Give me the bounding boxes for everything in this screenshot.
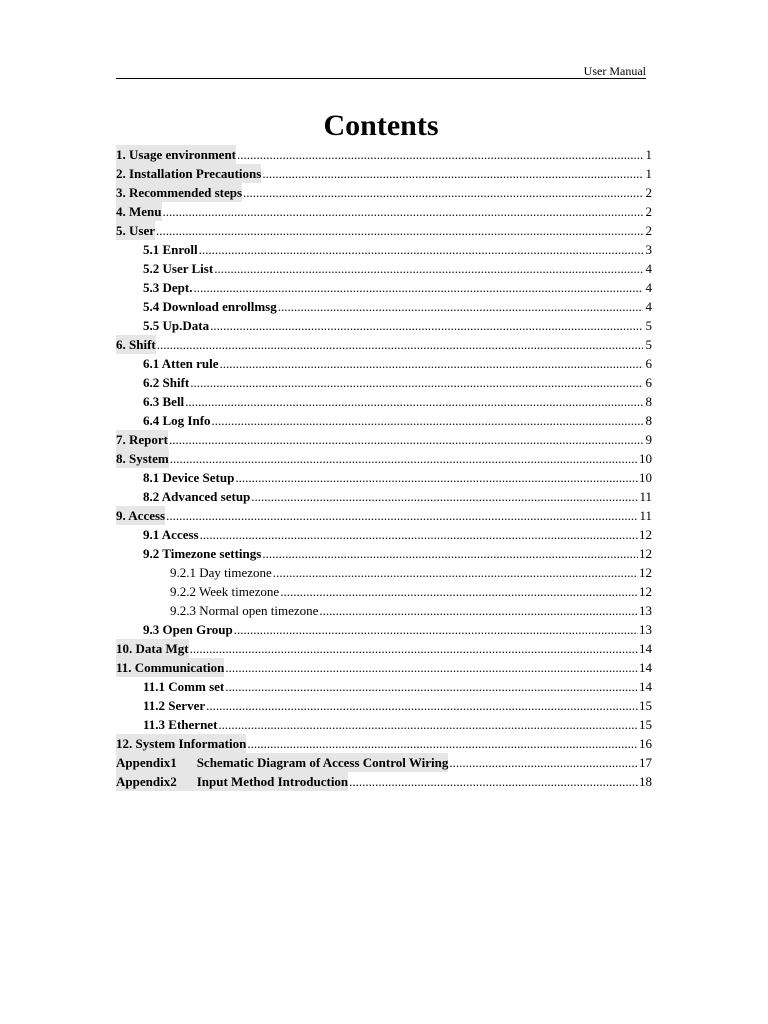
dot-leader [193,278,643,297]
dot-leader [190,639,638,658]
toc-entry-label [143,259,213,278]
dot-leader [190,373,643,392]
toc-entry-label [116,335,156,354]
dot-leader [225,677,638,696]
dot-leader [210,316,643,335]
toc-entry-number: 3. [116,185,126,200]
toc-entry-number: 8.2 [143,489,160,504]
toc-entry-title: System [129,451,169,466]
toc-entry-page: 12 [639,546,652,561]
toc-entry-number: 6.1 [143,356,160,371]
dot-leader [219,354,643,373]
toc-entry-label [116,506,165,525]
dot-leader [185,392,643,411]
dot-leader [163,202,644,221]
toc-entry[interactable] [116,506,652,525]
toc-entry-page: 9 [645,432,652,447]
toc-entry[interactable] [116,392,652,411]
toc-entry[interactable] [116,525,652,544]
toc-entry-page: 4 [645,280,652,295]
header-label: User Manual [583,64,646,78]
toc-entry-page: 13 [639,603,652,618]
toc-entry-title: Day timezone [199,565,272,580]
toc-entry[interactable] [116,354,652,373]
toc-entry[interactable] [116,373,652,392]
toc-entry-page: 13 [639,622,652,637]
toc-entry-page: 5 [645,337,652,352]
toc-entry-label [143,487,250,506]
toc-entry-page: 12 [639,527,652,542]
toc-entry-number: 4. [116,204,126,219]
toc-entry-label [143,525,199,544]
toc-entry-page: 12 [639,565,652,580]
toc-entry-page: 15 [639,698,652,713]
toc-entry-page: 17 [639,755,652,770]
page-title: Contents [323,109,439,142]
toc-entry-title: Usage environment [129,147,237,162]
toc-entry-page: 2 [645,204,652,219]
toc-entry-label [116,772,348,791]
toc-entry-label [116,164,261,183]
toc-entry-title: Advanced setup [161,489,251,504]
toc-entry-title: Access [161,527,199,542]
toc-entry-label [143,354,218,373]
toc-entry-page: 2 [645,185,652,200]
toc-entry-title: User List [162,261,214,276]
toc-entry[interactable] [116,145,652,164]
toc-entry-number: 9.2.1 [170,565,196,580]
toc-entry-title: Comm set [168,679,225,694]
toc-entry[interactable] [116,772,652,791]
toc-entry-number: 9. [116,508,126,523]
toc-entry[interactable] [116,677,652,696]
toc-entry-title: Download enrollmsg [162,299,277,314]
toc-entry-number: 6. [116,337,126,352]
toc-entry-page: 1 [645,147,652,162]
toc-entry-number: 8. [116,451,126,466]
toc-entry-number: 9.1 [143,527,160,542]
toc-entry-label [143,468,234,487]
toc-entry-title: Data Mgt [135,641,189,656]
toc-entry[interactable] [116,639,652,658]
toc-entry-title: Atten rule [161,356,219,371]
dot-leader [225,658,638,677]
toc-entry-page: 4 [645,261,652,276]
toc-entry-title: Normal open timezone [199,603,319,618]
toc-entry-title: Access [128,508,166,523]
toc-entry-title: Open Group [162,622,233,637]
toc-entry-number: 5.1 [143,242,160,257]
toc-entry-number: 12. [116,736,133,751]
toc-entry-label [143,715,217,734]
toc-entry-label [170,601,318,620]
toc-entry-label [116,753,448,772]
toc-entry-label [116,183,242,202]
toc-entry-number: 5.2 [143,261,160,276]
toc-entry-page: 18 [639,774,652,789]
toc-entry-title: Input Method Introduction [196,774,349,789]
toc-entry-title: Device Setup [162,470,235,485]
toc-entry-number: 6.2 [143,375,160,390]
toc-entry-number: 9.3 [143,622,160,637]
dot-leader [262,544,638,563]
toc-entry-page: 14 [639,679,652,694]
table-of-contents [116,145,652,791]
toc-entry-title: Communication [134,660,225,675]
toc-entry-title: Enroll [162,242,198,257]
toc-entry[interactable] [116,753,652,772]
dot-leader [234,620,638,639]
dot-leader [273,563,638,582]
dot-leader [247,734,638,753]
dot-leader [166,506,638,525]
dot-leader [280,582,638,601]
toc-entry[interactable] [116,240,652,259]
dot-leader [449,753,638,772]
toc-entry-label [170,563,272,582]
toc-entry-number: 9.2.2 [170,584,196,599]
toc-entry[interactable] [116,734,652,753]
toc-entry[interactable] [116,259,652,278]
toc-entry-number: 6.4 [143,413,160,428]
toc-entry-title: Timezone settings [162,546,262,561]
toc-entry-title: Week timezone [199,584,280,599]
toc-entry-page: 3 [645,242,652,257]
toc-entry-number: Appendix1 [116,755,177,770]
toc-entry[interactable] [116,658,652,677]
toc-entry-label [143,411,211,430]
toc-entry[interactable] [116,164,652,183]
toc-entry-page: 2 [645,223,652,238]
toc-entry-label [116,202,162,221]
toc-entry-title: Up.Data [162,318,210,333]
toc-entry-page: 5 [645,318,652,333]
dot-leader [243,183,643,202]
dot-leader [170,449,638,468]
toc-entry-number: 7. [116,432,126,447]
toc-entry-label [143,544,261,563]
toc-entry[interactable] [116,696,652,715]
toc-entry-label [116,449,169,468]
toc-entry[interactable] [116,715,652,734]
toc-entry-page: 10 [639,470,652,485]
toc-entry-number: 10. [116,641,133,656]
toc-entry-label [143,297,277,316]
dot-leader [251,487,638,506]
toc-entry-number: 9.2 [143,546,160,561]
toc-entry-number: 11.2 [143,698,166,713]
toc-entry-page: 8 [645,413,652,428]
toc-entry[interactable] [116,468,652,487]
toc-entry-number: 8.1 [143,470,160,485]
toc-entry[interactable] [116,221,652,240]
toc-entry-title: Bell [162,394,185,409]
toc-entry-number: 11. [116,660,132,675]
toc-entry[interactable] [116,316,652,335]
toc-entry-number: 9.2.3 [170,603,196,618]
toc-entry-page: 14 [639,641,652,656]
toc-entry-label [116,221,155,240]
dot-leader [200,525,638,544]
dot-leader [212,411,643,430]
dot-leader [169,430,643,449]
toc-entry[interactable] [116,430,652,449]
toc-entry[interactable] [116,449,652,468]
toc-entry[interactable] [116,620,652,639]
dot-leader [319,601,638,620]
dot-leader [349,772,638,791]
toc-entry-page: 4 [645,299,652,314]
toc-entry-label [143,696,205,715]
dot-leader [235,468,638,487]
toc-entry-number: 5.5 [143,318,160,333]
toc-entry[interactable] [116,278,652,297]
toc-entry[interactable] [116,202,652,221]
toc-entry-number: 6.3 [143,394,160,409]
toc-entry-title: Report [129,432,168,447]
toc-entry-page: 14 [639,660,652,675]
toc-entry-title: Ethernet [168,717,218,732]
dot-leader [237,145,643,164]
toc-entry-label [143,677,224,696]
toc-entry-title: Menu [129,204,162,219]
toc-entry-page: 16 [639,736,652,751]
toc-entry-label [116,658,224,677]
toc-entry-label [143,278,192,297]
dot-leader [218,715,638,734]
dot-leader [262,164,643,183]
dot-leader [199,240,643,259]
toc-entry-page: 6 [645,356,652,371]
toc-entry-page: 10 [639,451,652,466]
toc-entry-label [143,316,209,335]
toc-entry-label [116,639,189,658]
toc-entry-label [143,392,184,411]
dot-leader [157,335,643,354]
toc-entry-label [116,734,246,753]
toc-entry-number: 11.3 [143,717,166,732]
dot-leader [156,221,643,240]
toc-entry[interactable] [116,601,652,620]
toc-entry-label [143,373,189,392]
toc-entry-number: 11.1 [143,679,166,694]
toc-entry[interactable] [116,582,652,601]
toc-entry-label [170,582,279,601]
toc-entry-title: Dept. [162,280,193,295]
dot-leader [214,259,643,278]
toc-entry-label [116,430,168,449]
toc-entry-page: 11 [639,489,652,504]
toc-entry-title: User [129,223,155,238]
toc-entry-page: 11 [639,508,652,523]
toc-entry-title: Shift [162,375,190,390]
toc-entry-page: 6 [645,375,652,390]
page-header [116,64,646,79]
toc-entry-label [143,620,233,639]
toc-entry-page: 15 [639,717,652,732]
toc-entry-number: 5.4 [143,299,160,314]
toc-entry-number: 5. [116,223,126,238]
dot-leader [206,696,638,715]
toc-entry[interactable] [116,297,652,316]
toc-entry-title: Schematic Diagram of Access Control Wiring [196,755,449,770]
toc-entry-title: Server [168,698,206,713]
toc-entry-title: Recommended steps [129,185,243,200]
toc-entry[interactable] [116,335,652,354]
toc-entry-number: 5.3 [143,280,160,295]
toc-entry-label [143,240,198,259]
toc-entry-number: 1. [116,147,126,162]
toc-entry-page: 8 [645,394,652,409]
toc-entry-number: 2. [116,166,126,181]
toc-entry[interactable] [116,544,652,563]
toc-entry-number: Appendix2 [116,774,177,789]
toc-entry-page: 1 [645,166,652,181]
toc-entry[interactable] [116,183,652,202]
toc-entry-title: Shift [129,337,156,352]
toc-entry-title: Log Info [162,413,211,428]
toc-entry-label [116,145,236,164]
toc-entry-title: Installation Precautions [129,166,262,181]
toc-entry-title: System Information [135,736,247,751]
toc-entry[interactable] [116,563,652,582]
dot-leader [278,297,643,316]
toc-entry[interactable] [116,487,652,506]
toc-entry-page: 12 [639,584,652,599]
toc-entry[interactable] [116,411,652,430]
